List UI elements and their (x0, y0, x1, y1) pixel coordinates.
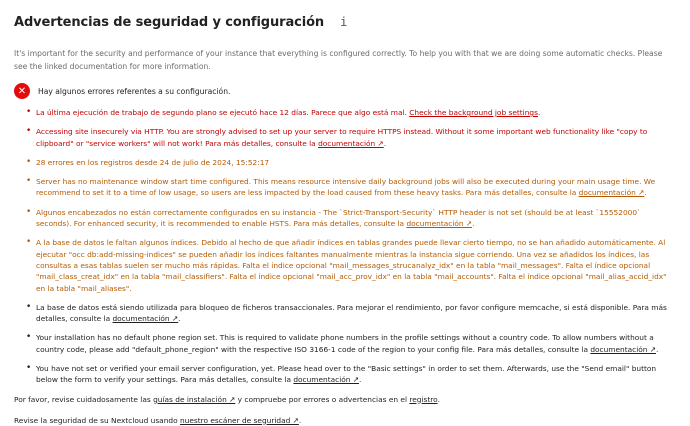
issue-text: A la base de datos le faltan algunos índices. Debido al hecho de que añadir índices en tablas grandes puede llevar cierto tiempo, no se han añadido automáticamente. Al ejecutar "occ db:add-missing-indices" se pueden añadir los índices faltantes manualmente mientras la instancia sigue corriendo. Una vez se añadidos los índices, las consultas a esas tablas suelen ser mucho más rápidas. Falta el índice opcional "mail_messages_strucanalyz_idx" en la tabla "mail_messages". Falta el índice opcional "mail_class_creat_idx" en la tabla "mail_classifiers". Falta el índice opcional "mail_acc_prov_idx" en la tabla "mail_accounts". Falta el índice opcional "mail_alias_accid_idx" en la tabla "mail_aliases". (36, 238, 667, 293)
documentation-link[interactable]: documentación ↗ (578, 188, 645, 198)
issue-suffix: . (178, 314, 181, 324)
issue-text: Accessing site insecurely via HTTP. You are strongly advised to set up your server to require HTTPS instead. Without it some important web functionality like "copy to clipboard" or "service workers" will not work! Para más detalles, consulte la (36, 127, 648, 148)
issue-text: Server has no maintenance window start time configured. This means resource intensive daily background jobs will also be executed during your main usage time. We recommend to set it to a time of low usage, so users are less impacted by the load caused from these heavy tasks. Para más detalles, consulte la (36, 177, 656, 198)
footer-line-1 (14, 394, 678, 405)
documentation-link[interactable]: Check the background job settings (409, 108, 538, 117)
issue-item (36, 207, 678, 230)
issue-item (36, 126, 678, 149)
issues-list (14, 107, 678, 386)
issue-text: La base de datos está siendo utilizada para bloqueo de ficheros transaccionales. Para mejorar el rendimiento, por favor configure memcache, si está disponible. Para más detalles, consulte la (36, 302, 667, 324)
issue-suffix: . (656, 344, 659, 354)
alert-text: Hay algunos errores referentes a su configuración. (38, 86, 231, 96)
issue-item (36, 107, 678, 118)
installation-guides-link[interactable]: guías de instalación ↗ (153, 394, 236, 404)
issue-suffix: . (359, 375, 362, 385)
documentation-link[interactable]: documentación ↗ (590, 344, 657, 354)
header (14, 10, 678, 34)
documentation-link[interactable]: documentación ↗ (406, 219, 473, 229)
documentation-link[interactable]: documentación ↗ (293, 375, 360, 385)
intro-text: It's important for the security and performance of your instance that everything is configured correctly. To help you with that we are doing some automatic checks. Please see the linked documentation for more information. (14, 49, 663, 71)
issue-text: Your installation has no default phone region set. This is required to validate phone numbers in the profile settings without a country code. To allow numbers without a country code, please add "default_phone_region" with the respective ISO 3166-1 code of the region to your config file. Para más detalles, consulte la (36, 333, 654, 354)
info-icon[interactable]: i (340, 15, 348, 29)
issue-suffix: . (383, 138, 387, 148)
footer-text: Por favor, revise cuidadosamente las (14, 394, 151, 404)
footer-text: . (437, 394, 440, 404)
issue-suffix: . (537, 108, 541, 117)
footer-text: . (298, 415, 302, 425)
issue-item (36, 363, 678, 386)
security-scanner-link[interactable]: nuestro escáner de seguridad ↗ (179, 415, 299, 425)
footer-line-2 (14, 415, 678, 426)
issue-text: You have not set or verified your email server configuration, yet. Please head over to the "Basic settings" in order to set them. Afterwards, use the "Send email" button below the form to verify your settings. Para más detalles, consulte la (36, 364, 657, 385)
page-title: Advertencias de seguridad y configuración (14, 14, 325, 30)
issue-text: La última ejecución de trabajo de segundo plano se ejecutó hace 12 días. Parece que algo está mal. (36, 108, 407, 117)
issue-suffix: . (644, 188, 647, 198)
issue-suffix: . (472, 219, 475, 229)
error-alert (14, 83, 678, 99)
documentation-link[interactable]: documentación ↗ (112, 314, 179, 324)
footer-text: y compruebe por errores o advertencias en el (237, 394, 408, 404)
issue-text: 28 errores en los registros desde 24 de julio de 2024, 15:52:17 (36, 157, 270, 167)
issue-item (36, 237, 678, 293)
issue-item (36, 157, 678, 168)
issue-text: Algunos encabezados no están correctamente configurados en su instancia - The `Strict-Transport-Security` HTTP header is not set (should be at least `15552000` seconds). For enhanced security, it is recommended to enable HSTS. Para más detalles, consulte la (36, 207, 641, 229)
x-circle-icon: ✕ (14, 83, 30, 99)
issue-item (36, 176, 678, 199)
documentation-link[interactable]: documentación ↗ (318, 138, 384, 148)
log-link[interactable]: registro (409, 394, 438, 404)
issue-item (36, 302, 678, 325)
issue-item (36, 332, 678, 355)
footer-text: Revise la seguridad de su Nextcloud usando (14, 415, 178, 425)
